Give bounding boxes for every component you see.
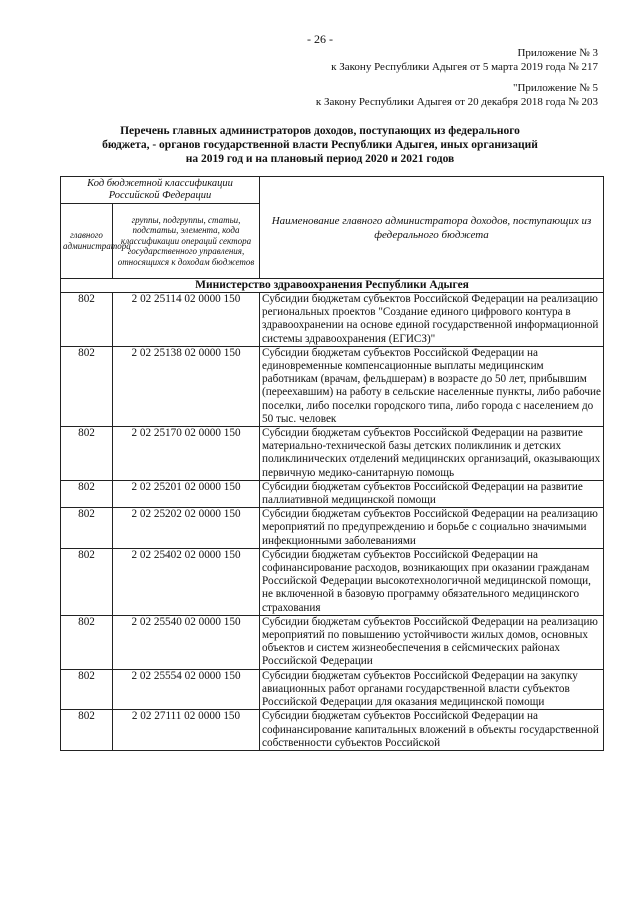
header-chief-administrator: главного администратора: [61, 204, 113, 279]
table-row: [61, 548, 604, 615]
admin-code-cell: 802: [61, 508, 113, 549]
header-administrator-name: Наименование главного администратора доходов, поступающих из федерального бюджета: [260, 177, 604, 279]
admin-code-cell: 802: [61, 710, 113, 751]
revenue-code-cell: 2 02 25114 02 0000 150: [113, 293, 260, 347]
revenue-name-cell: Субсидии бюджетам субъектов Российской Федерации на единовременные компенсационные выплаты медицинским работникам (врачам, фельдшерам) в возрасте до 50 лет, прибывшим (переехавшим) на работу в сельские населенные пункты, либо рабочие поселки, либо поселки городского типа, либо города с населением до 50 тыс. человек: [260, 346, 604, 426]
revenue-name-cell: Субсидии бюджетам субъектов Российской Федерации на софинансирование расходов, возникающих при оказании гражданам Российской Федерации высокотехнологичной медицинской помощи, не включенной в базовую программу обязательного медицинского страхования: [260, 548, 604, 615]
ministry-name: Министерство здравоохранения Республики Адыгея: [61, 279, 604, 293]
annex-amended-line1: "Приложение № 5: [512, 82, 598, 94]
admin-code-cell: 802: [61, 480, 113, 507]
annex-current-line2: к Закону Республики Адыгея от 5 марта 2019 года № 217: [331, 61, 598, 73]
table-row: [61, 293, 604, 347]
title-line3: на 2019 год и на плановый период 2020 и 2021 годов: [185, 153, 455, 165]
table-row: [61, 508, 604, 549]
admin-code-cell: 802: [61, 548, 113, 615]
revenue-code-cell: 2 02 25540 02 0000 150: [113, 615, 260, 669]
annex-amended-line2: к Закону Республики Адыгея от 20 декабря 2018 года № 203: [315, 96, 598, 108]
table-row: [61, 710, 604, 751]
revenue-name-cell: Субсидии бюджетам субъектов Российской Федерации на софинансирование капитальных вложений в объекты государственной собственности субъектов Российской: [260, 710, 604, 751]
admin-code-cell: 802: [61, 427, 113, 481]
table-row: [61, 346, 604, 426]
table-row: [61, 427, 604, 481]
revenue-code-cell: 2 02 25402 02 0000 150: [113, 548, 260, 615]
annex-current-line1: Приложение № 3: [517, 47, 598, 59]
admin-code-cell: 802: [61, 346, 113, 426]
revenue-code-cell: 2 02 27111 02 0000 150: [113, 710, 260, 751]
revenue-code-cell: 2 02 25138 02 0000 150: [113, 346, 260, 426]
header-budget-classification-code: Код бюджетной классификации Российской Федерации: [61, 177, 260, 204]
table-header-row: [61, 177, 604, 204]
ministry-row: [61, 279, 604, 293]
table-row: [61, 615, 604, 669]
revenue-code-cell: 2 02 25170 02 0000 150: [113, 427, 260, 481]
revenue-name-cell: Субсидии бюджетам субъектов Российской Федерации на развитие материально-технической базы детских поликлиник и детских поликлинических отделений медицинских организаций, оказывающих первичную медико-санитарную помощь: [260, 427, 604, 481]
revenue-code-cell: 2 02 25202 02 0000 150: [113, 508, 260, 549]
header-revenue-code: группы, подгруппы, статьи, подстатьи, элемента, кода классификации операций сектора государственного управления, относящихся к доходам бюджетов: [113, 204, 260, 279]
table-row: [61, 669, 604, 710]
revenue-code-cell: 2 02 25201 02 0000 150: [113, 480, 260, 507]
title-line1: Перечень главных администраторов доходов, поступающих из федерального: [120, 125, 520, 137]
administrators-table: [60, 176, 604, 751]
revenue-name-cell: Субсидии бюджетам субъектов Российской Федерации на развитие паллиативной медицинской помощи: [260, 480, 604, 507]
revenue-name-cell: Субсидии бюджетам субъектов Российской Федерации на закупку авиационных работ органами государственной власти субъектов Российской Федерации для оказания медицинской помощи: [260, 669, 604, 710]
document-title: [60, 124, 580, 166]
admin-code-cell: 802: [61, 293, 113, 347]
revenue-name-cell: Субсидии бюджетам субъектов Российской Федерации на реализацию региональных проектов "Создание единого цифрового контура в здравоохранении на основе единой государственной информационной системы здравоохранения (ЕГИСЗ)": [260, 293, 604, 347]
annex-reference-current: [331, 46, 598, 74]
revenue-code-cell: 2 02 25554 02 0000 150: [113, 669, 260, 710]
revenue-name-cell: Субсидии бюджетам субъектов Российской Федерации на реализацию мероприятий по повышению устойчивости жилых домов, основных объектов и систем жизнеобеспечения в сейсмических районах Российской Федерации: [260, 615, 604, 669]
admin-code-cell: 802: [61, 669, 113, 710]
title-line2: бюджета, - органов государственной власти Республики Адыгея, иных организаций: [102, 139, 538, 151]
admin-code-cell: 802: [61, 615, 113, 669]
page-number: - 26 -: [307, 32, 333, 46]
revenue-name-cell: Субсидии бюджетам субъектов Российской Федерации на реализацию мероприятий по предупреждению и борьбе с социально значимыми инфекционными заболеваниями: [260, 508, 604, 549]
annex-reference-amended: [316, 81, 598, 109]
table-row: [61, 480, 604, 507]
